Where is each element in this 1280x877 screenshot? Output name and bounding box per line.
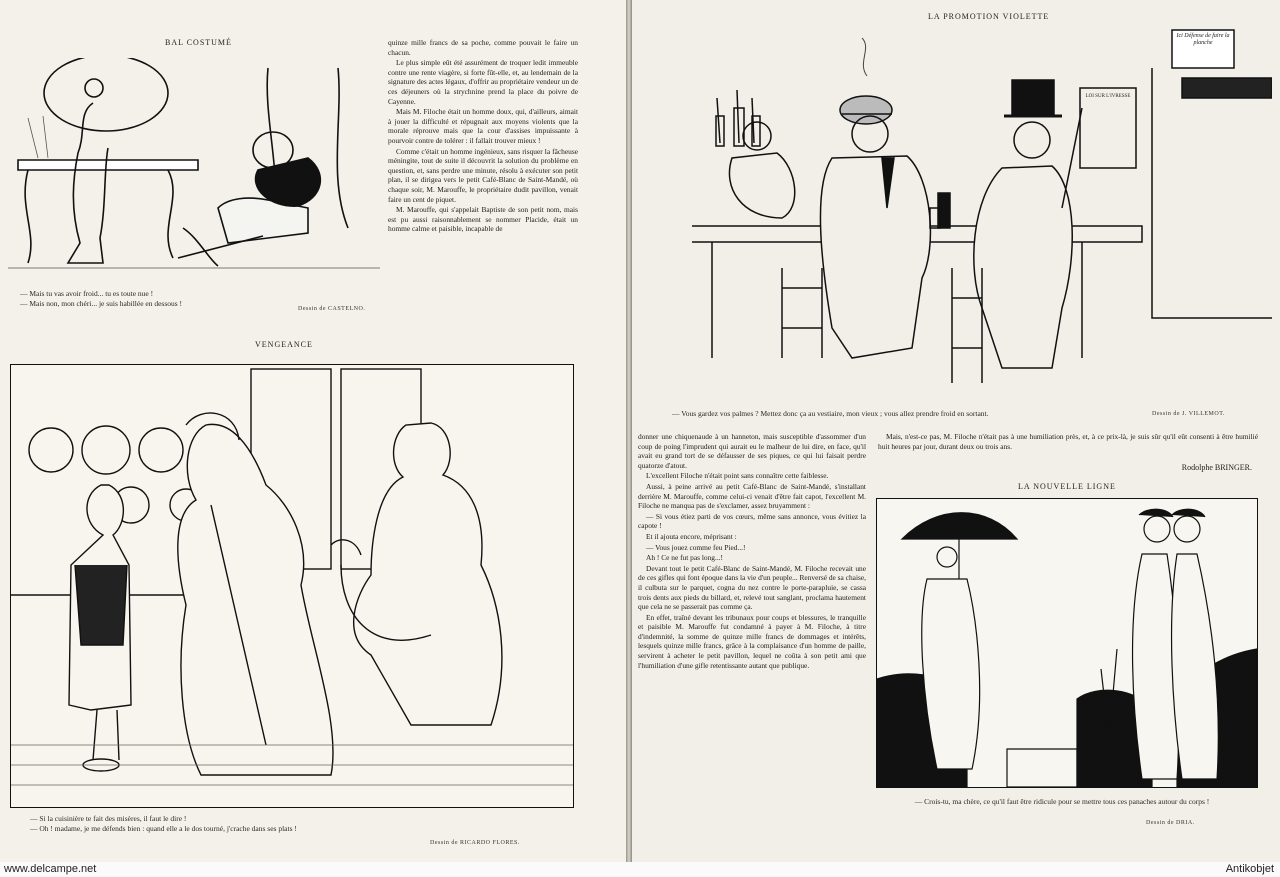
story-paragraph: En effet, traîné devant les tribunaux pour coups et blessures, le tranquille et paisible M. Marouffe fut condamné à payer à M. Filoche, à titre d'indemnité, la somme de quinze mille francs de dommages et intérêts, lesquels quinze mille francs, grâce à la complaisance d'un homme de paille, servirent à acheter le petit pavillon, lequel ne coûta à son petit ami que l'humiliation d'une gifle retentissante autant que publique. <box>638 612 866 670</box>
bal-costume-drawing <box>8 58 380 278</box>
bal-costume-credit: Dessin de CASTELNO. <box>298 306 366 312</box>
story-paragraph: — Vous jouez comme feu Pied...! <box>646 542 746 552</box>
nouvelle-ligne-credit: Dessin de DRIA. <box>1146 820 1195 826</box>
story-paragraph: Et il ajouta encore, méprisant : <box>646 531 737 541</box>
watermark-strip <box>0 862 1280 877</box>
cartoon-promotion-violette <box>682 28 1272 400</box>
vengeance-credit: Dessin de RICARDO FLORES. <box>430 840 520 846</box>
right-page <box>632 0 1280 862</box>
wall-sign-ivresse: LOI SUR L'IVRESSE <box>1085 94 1131 99</box>
story-paragraph: Mais, n'est-ce pas, M. Filoche n'était pas à une humiliation près, et, à ce prix-là, je suis sûr qu'il eût consenti à être humilié huit heures par jour, durant deux ou trois ans. <box>878 432 1258 451</box>
cartoon-vengeance <box>10 364 574 808</box>
story-paragraph: — Si vous étiez parti de vos cœurs, même sans annonce, vous évitiez la capote ! <box>638 511 866 531</box>
cartoon-title-vengeance: VENGEANCE <box>255 340 313 349</box>
vengeance-caption <box>30 814 550 834</box>
bal-costume-caption-line-2: — Mais non, mon chéri... je suis habillée en dessous ! <box>20 299 183 308</box>
story-paragraph: quinze mille francs de sa poche, comme pouvait le faire un chacun. <box>388 38 578 57</box>
promotion-violette-drawing <box>682 28 1272 400</box>
watermark-antikobjet[interactable]: Antikobjet <box>1225 863 1274 875</box>
vengeance-caption-line-2: — Oh ! madame, je me défends bien : quand elle a le dos tourné, j'crache dans ses plats ! <box>30 824 297 833</box>
cafe-sign: Ici Défense de faire la planche <box>1176 33 1230 46</box>
watermark-delcampe[interactable]: www.delcampe.net <box>4 863 97 875</box>
author-signature: Rodolphe BRINGER. <box>1181 463 1252 472</box>
left-page <box>0 0 626 862</box>
story-paragraph: Le plus simple eût été assurément de troquer ledit immeuble contre une rente viagère, si forte fût-elle, et, au lendemain de la signature des actes légaux, d'offrir au propriétaire vendeur un de ces déjeuners où la strychnine prend la place du poivre de Cayenne. <box>388 58 578 106</box>
bal-costume-caption-line-1: — Mais tu vas avoir froid... tu es toute nue ! <box>20 289 154 298</box>
story-paragraph: Mais M. Filoche était un homme doux, qui, d'ailleurs, aimait à jouer la difficulté et répugnait aux moyens violents que la morale réprouve mais que la cour d'assises impuissante à pourvoir contre de tolérer : il fallait trouver mieux ! <box>388 107 578 145</box>
nouvelle-ligne-caption-line: — Crois-tu, ma chère, ce qu'il faut être ridicule pour se mettre tous ces panaches autour du corps ! <box>914 797 1210 806</box>
nouvelle-ligne-drawing <box>877 499 1257 787</box>
vengeance-caption-line-1: — Si la cuisinière te fait des misères, il faut le dire ! <box>30 814 187 823</box>
cartoon-title-bal-costume: BAL COSTUMÉ <box>165 38 232 47</box>
story-paragraph: donner une chiquenaude à un hanneton, mais susceptible d'assommer d'un coup de poing l'imprudent qui aurait eu le malheur de lui dire, en face, qu'il avait eu grand tort de se défausser de ses piques, ce qui lui faisait perdre quatorze d'atout. <box>638 432 866 470</box>
cartoon-title-promotion-violette: LA PROMOTION VIOLETTE <box>928 12 1050 21</box>
story-paragraph: Comme c'était un homme ingénieux, sans risquer la fâcheuse méningite, tout de suite il découvrit la solution du problème en question, et, sans perdre une minute, résolu à exécuter son petit plan, il se dirigea vers le petit Café-Blanc de Saint-Mandé, où chaque soir, M. Marouffe, le propriétaire dudit pavillon, venait faire un cent de piquet. <box>388 146 578 204</box>
story-paragraph: Ah ! Ce ne fut pas long...! <box>646 553 723 563</box>
promotion-violette-credit: Dessin de J. VILLEMOT. <box>1152 411 1225 417</box>
cartoon-nouvelle-ligne <box>876 498 1258 788</box>
story-paragraph: Aussi, à peine arrivé au petit Café-Blanc de Saint-Mandé, s'installant derrière M. Marouffe, comme celui-ci venait d'être fait capot, l'excellent M. Filoche ne manqua pas de s'exclamer, assez bruyamment : <box>638 481 866 511</box>
story-paragraph: Devant tout le petit Café-Blanc de Saint-Mandé, M. Filoche recevait une de ces gifles qui font époque dans la vie d'un peuple... Renversé de sa chaise, il culbuta sur le parquet, cogna du nez contre le porte-parapluie, se cassa trois dents aux pieds du billard, et, relevé tout sanglant, proclama hautement que cela ne se passerait pas comme ça. <box>638 563 866 612</box>
story-paragraph: L'excellent Filoche n'était point sans connaître cette faiblesse. <box>646 471 829 481</box>
story-column-right-2 <box>878 432 1258 452</box>
nouvelle-ligne-caption <box>862 797 1262 807</box>
cartoon-bal-costume <box>8 58 380 278</box>
story-column-right-1 <box>638 432 866 857</box>
promotion-violette-caption: — Vous gardez vos palmes ? Mettez donc ça au vestiaire, mon vieux ; vous allez prendre froid en sortant. <box>672 409 989 418</box>
story-column-left <box>388 38 578 338</box>
vengeance-drawing <box>11 365 573 807</box>
story-paragraph: M. Marouffe, qui s'appelait Baptiste de son petit nom, mais est pu aussi raisonnablement se nommer Placide, était un homme calme et paisible, incapable de <box>388 205 578 234</box>
cartoon-title-nouvelle-ligne: LA NOUVELLE LIGNE <box>1018 482 1116 491</box>
